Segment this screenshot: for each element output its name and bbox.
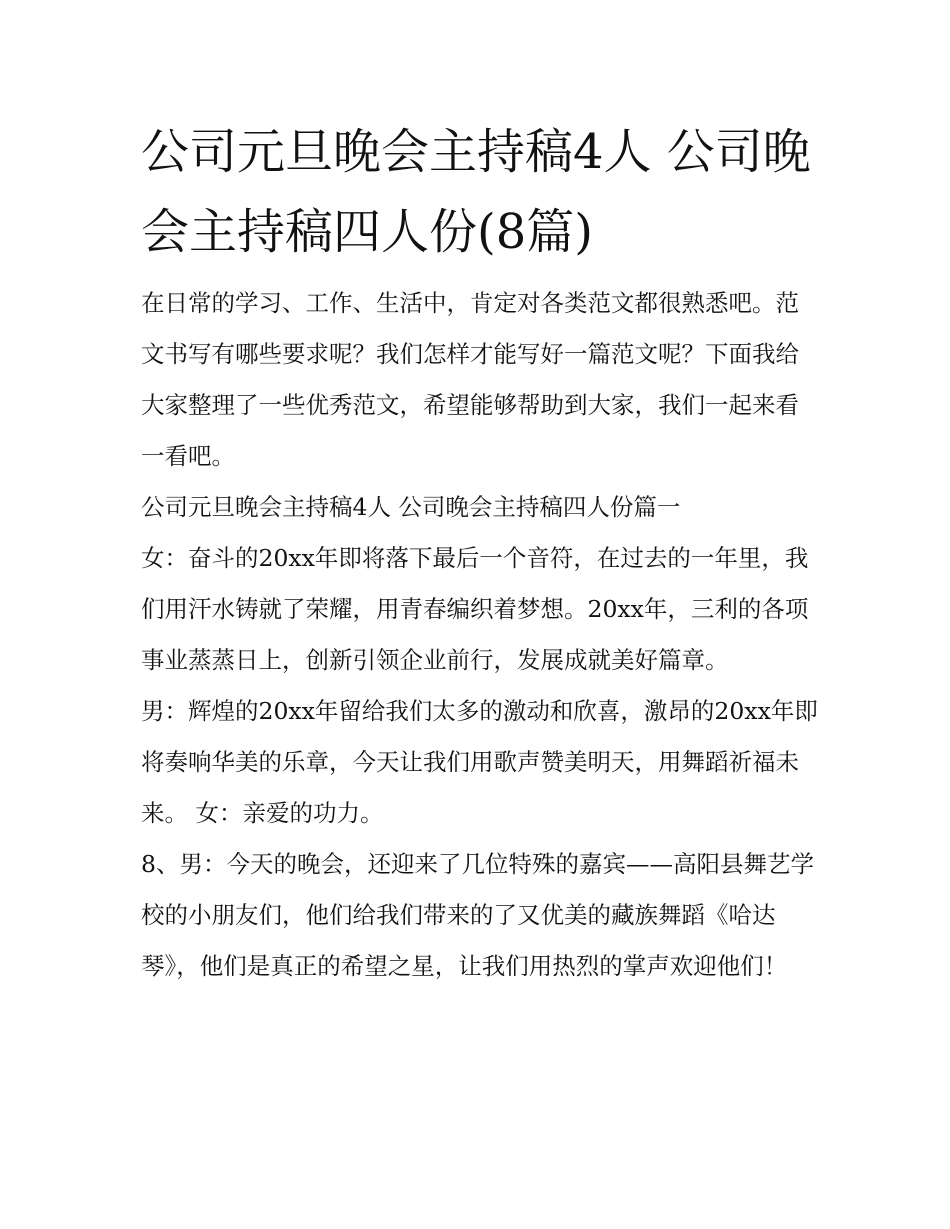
script-paragraph-male: 男：辉煌的20xx年留给我们太多的激动和欣喜，激昂的20xx年即将奏响华美的乐章，今天让我们用歌声赞美明天，用舞蹈祈福未来。 女：亲爱的功力。 [141,697,818,827]
section-heading: 公司元旦晚会主持稿4人 公司晚会主持稿四人份篇一 [141,493,681,521]
document-title: 公司元旦晚会主持稿4人 公司晚会主持稿四人份(8篇) [141,124,811,260]
script-paragraph-female: 女：奋斗的20xx年即将落下最后一个音符，在过去的一年里，我们用汗水铸就了荣耀，用青春编织着梦想。20xx年，三利的各项事业蒸蒸日上，创新引领企业前行，发展成就美好篇章。 [141,544,809,674]
document-body [141,278,821,992]
script-paragraph-8: 8、男：今天的晚会，还迎来了几位特殊的嘉宾——高阳县舞艺学校的小朋友们，他们给我们带来的了又优美的藏族舞蹈《哈达琴》，他们是真正的希望之星，让我们用热烈的掌声欢迎他们！ [141,850,814,980]
intro-paragraph: 在日常的学习、工作、生活中，肯定对各类范文都很熟悉吧。范文书写有哪些要求呢？我们怎样才能写好一篇范文呢？下面我给大家整理了一些优秀范文，希望能够帮助到大家，我们一起来看一看吧。 [141,289,799,470]
